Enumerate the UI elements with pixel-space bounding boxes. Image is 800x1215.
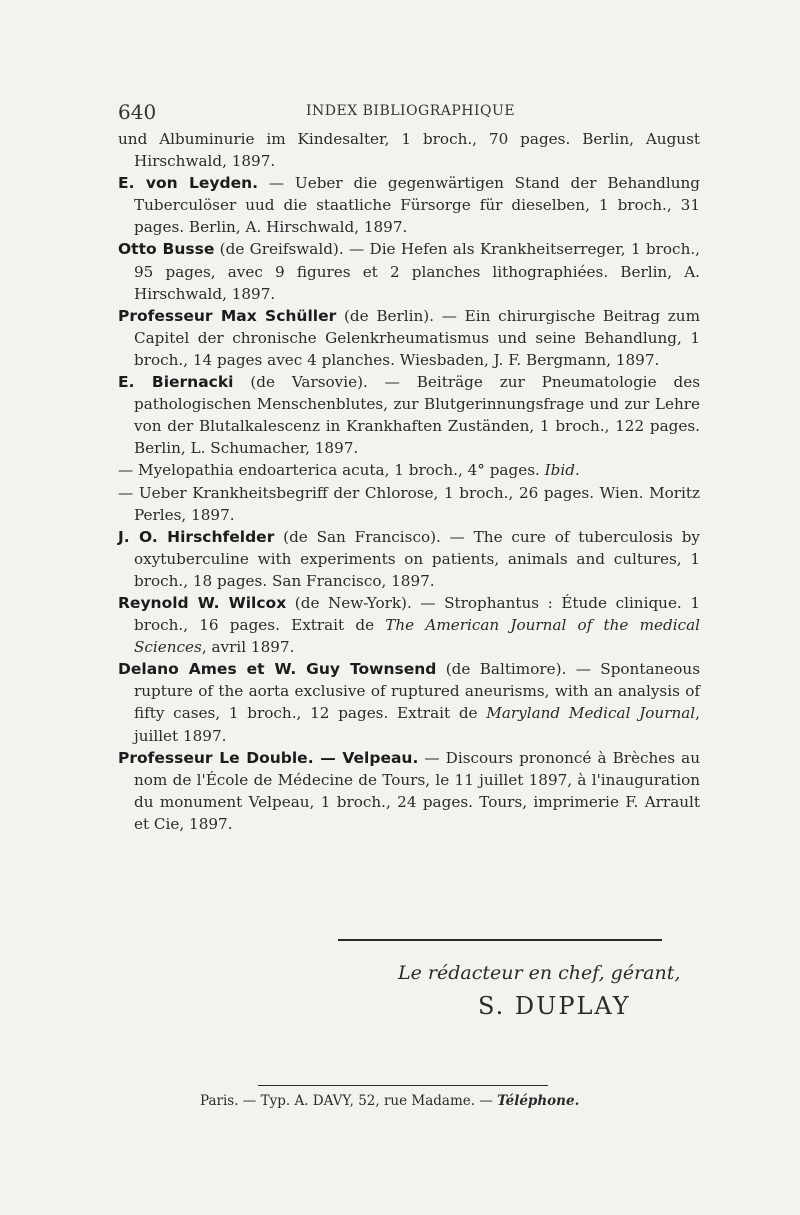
entry-author: J. O. Hirschfelder <box>118 527 275 546</box>
entry-journal: The American Journal of the medical Sciences <box>134 616 700 657</box>
entry-text: (de Greifswald). — Die Hefen als Krankheitserreger, 1 broch., 95 pages, avec 9 figures et 2 planches lithographiées. Berlin, A. Hirschwald, 1897. <box>134 240 701 303</box>
page-header <box>118 100 698 124</box>
bibliography-entry <box>118 128 700 172</box>
page-number: 640 <box>118 100 157 124</box>
bibliography-entry <box>118 747 700 835</box>
bibliography-entry <box>118 172 700 238</box>
signoff-name: S. DUPLAY <box>478 992 631 1020</box>
entry-journal: Maryland Medical Journal <box>477 704 696 723</box>
entry-author: E. von Leyden. <box>118 174 259 193</box>
entry-text: — Myelopathia endoarterica acuta, 1 broch., 4° pages. <box>118 461 540 480</box>
imprint-rule <box>258 1085 548 1086</box>
entry-author: Professeur Le Double. — Velpeau. <box>118 748 419 767</box>
entry-author: Otto Busse <box>118 240 215 259</box>
entry-text: — Ueber die gegenwärtigen Stand der Behandlung Tuberculöser uud die staatliche Fürsorge für dieselben, 1 broch., 31 pages. Berlin, A. Hirschwald, 1897. <box>134 174 700 237</box>
entry-text: (de Baltimore). — Spontaneous rupture of the aorta exclusive of ruptured aneurisms, with an analysis of fifty cases, 1 broch., 12 pages. Extrait de <box>134 660 700 723</box>
divider-rule <box>338 939 662 941</box>
bibliography-entry <box>118 371 700 459</box>
entry-text: (de Varsovie). — Beiträge zur Pneumatologie des pathologischen Menschenblutes, zur Blutgerinnungsfrage und zur Lehre von der Blutalkalescenz in Krankhaften Zuständen, 1 broch., 122 pages. Berlin, L. Schumacher, 1897. <box>134 373 700 458</box>
entry-text: und Albuminurie im Kindesalter, 1 broch., 70 pages. Berlin, August Hirschwald, 1897. <box>118 130 700 171</box>
bibliography-entry <box>118 658 700 746</box>
imprint-text: Paris. — Typ. A. DAVY, 52, rue Madame. — <box>200 1093 498 1109</box>
bibliography-list <box>118 128 700 835</box>
bibliography-entry <box>118 305 700 371</box>
printer-imprint <box>200 1093 620 1109</box>
entry-text: — Discours prononcé à Brèches au nom de l'École de Médecine de Tours, le 11 juillet 1897, à l'inauguration du monument Velpeau, 1 broch., 24 pages. Tours, imprimerie F. Arrault et Cie, 1897. <box>134 748 700 833</box>
entry-author: Reynold W. Wilcox <box>118 593 287 612</box>
bibliography-entry <box>118 459 700 481</box>
entry-text: (de New-York). — Strophantus : Étude clinique. 1 broch., 16 pages. Extrait de <box>134 593 700 635</box>
entry-author: Professeur Max Schüller <box>118 306 337 325</box>
entry-author: Delano Ames et W. Guy Townsend <box>118 660 437 679</box>
entry-author: E. Biernacki <box>118 373 234 392</box>
signoff-role: Le rédacteur en chef, gérant, <box>398 962 681 984</box>
running-title: INDEX BIBLIOGRAPHIQUE <box>306 103 516 119</box>
bibliography-entry <box>118 482 700 526</box>
bibliography-entry <box>118 526 700 592</box>
entry-tail: , avril 1897. <box>201 638 295 657</box>
bibliography-entry <box>118 238 700 304</box>
entry-text: (de Berlin). — Ein chirurgische Beitrag zum Capitel der chronische Gelenkrheumatismus und seine Behandlung, 1 broch., 14 pages avec 4 planches. Wiesbaden, J. F. Bergmann, 1897. <box>134 306 700 369</box>
entry-italic: Ibid. <box>539 461 580 480</box>
imprint-telephone: Téléphone. <box>497 1093 580 1109</box>
entry-text: — Ueber Krankheitsbegriff der Chlorose, 1 broch., 26 pages. Wien. Moritz Perles, 1897. <box>118 483 700 524</box>
entry-text: (de San Francisco). — The cure of tuberculosis by oxytuberculine with experiments on patients, animals and cultures, 1 broch., 18 pages. San Francisco, 1897. <box>134 527 700 590</box>
entry-tail: , juillet 1897. <box>134 704 700 745</box>
bibliography-entry <box>118 592 700 658</box>
